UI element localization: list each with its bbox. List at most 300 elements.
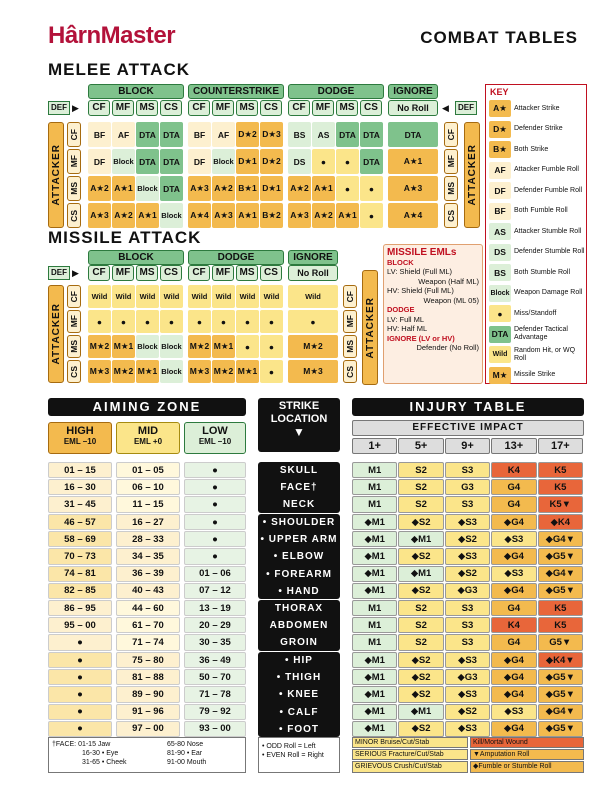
missile-cell: Wild [160, 285, 183, 308]
missile-cell: M★2 [112, 360, 135, 383]
melee-cell: DF [88, 149, 111, 174]
melee-row-melee-MS: MS [67, 176, 81, 201]
strike-location: • HIP [285, 655, 313, 667]
aim-cell: 44 – 60 [116, 600, 180, 616]
grievous-legend: GRIEVOUS Crush/Cut/Stab [352, 761, 468, 773]
face-f1: †FACE: 01-15 Jaw [52, 741, 111, 748]
injury-cell: S2 [398, 496, 443, 512]
injury-cell: ◆S3 [491, 566, 536, 582]
strike-location: • HAND [278, 585, 320, 597]
aim-cell: ● [184, 462, 246, 478]
key-symbol: AS [489, 223, 511, 240]
missile-cell: ● [236, 335, 259, 358]
melee-cell: A★2 [312, 203, 335, 228]
injury-cell: S2 [398, 600, 443, 616]
strike-location: GROIN [280, 637, 318, 649]
injury-cell: ◆K4▼ [538, 652, 583, 668]
emls-b4: Weapon (ML 05) [423, 295, 479, 305]
key-text: Both Fumble Roll [514, 207, 568, 214]
aim-cell: 46 – 57 [48, 514, 112, 530]
attacker-label-melee: ATTACKER [48, 122, 64, 228]
strike-location-header [258, 398, 340, 452]
injury-cell: ◆G4 [491, 686, 536, 702]
key-text: Defender Tactical Advantage [514, 326, 568, 341]
injury-cell: M1 [352, 462, 397, 478]
key-symbol: AF [489, 162, 511, 179]
injury-cell: ◆S3 [491, 531, 536, 547]
aim-cell: ● [48, 669, 112, 685]
melee-cell: DTA [160, 149, 183, 174]
aim-cell: 11 – 15 [116, 496, 180, 512]
down-arrow-icon: ▼ [293, 425, 305, 439]
key-symbol: D★ [489, 121, 511, 138]
aim-cell: 86 – 95 [48, 600, 112, 616]
face-footnote [48, 737, 246, 773]
aim-cell: 95 – 00 [48, 617, 112, 633]
melee-group-block: BLOCK [88, 84, 184, 99]
melee-col-1-MS: MS [236, 100, 258, 116]
aim-cell: 20 – 29 [184, 617, 246, 633]
melee-noroll: No Roll [388, 100, 438, 116]
injury-cell: ◆M1 [352, 583, 397, 599]
emls-d1: LV: Full ML [387, 314, 425, 324]
key-title: KEY [490, 87, 509, 97]
injury-cell: ◆G4▼ [538, 704, 583, 720]
odd-roll: • ODD Roll = Left [262, 743, 316, 750]
missile-row-missile-CS: CS [67, 360, 81, 383]
key-item [489, 244, 585, 261]
strike-location: NECK [282, 499, 316, 511]
injury-cell: ◆S2 [445, 531, 490, 547]
aim-cell: 16 – 27 [116, 514, 180, 530]
missile-ignore-cell: M★3 [288, 360, 338, 383]
injury-cell: G4 [491, 634, 536, 650]
injury-cell: S3 [445, 462, 490, 478]
face-f4: 65-80 Nose [167, 741, 204, 748]
melee-cell: A★3 [88, 203, 111, 228]
injury-cell: ◆M1 [352, 721, 397, 737]
strike-location: • ELBOW [273, 551, 325, 563]
aim-cell: 01 – 05 [116, 462, 180, 478]
injury-cell: K5 [538, 600, 583, 616]
missile-cell: ● [188, 310, 211, 333]
melee-col-0-MS: MS [136, 100, 158, 116]
missile-col-1-CF: CF [188, 265, 210, 281]
melee-ignore-cell: A★4 [388, 203, 438, 228]
melee-cell: A★1 [336, 203, 359, 228]
key-text: Attacker Stumble Roll [514, 227, 582, 235]
missile-col-0-CF: CF [88, 265, 110, 281]
effective-impact-header: EFFECTIVE IMPACT [352, 420, 584, 436]
melee-row-melee-CS: CS [67, 203, 81, 228]
melee-cell: ● [336, 176, 359, 201]
key-legend [485, 84, 587, 384]
missile-group-ignore: IGNORE [288, 250, 338, 265]
melee-cell: ● [312, 149, 335, 174]
key-symbol: BF [489, 203, 511, 220]
aim-cell: 91 – 96 [116, 704, 180, 720]
injury-cell: S2 [398, 634, 443, 650]
injury-cell: ◆G3 [445, 669, 490, 685]
strike-location: • FOOT [278, 723, 320, 735]
injury-cell: ◆S3 [445, 652, 490, 668]
aim-low-eml: EML –10 [198, 437, 232, 446]
melee-col-2-MF: MF [312, 100, 334, 116]
missile-col-0-CS: CS [160, 265, 182, 281]
strike-location: ABDOMEN [269, 620, 329, 632]
melee-ignore-cell: A★1 [388, 149, 438, 174]
missile-cell: M★2 [88, 335, 111, 358]
key-symbol: ● [489, 305, 511, 322]
melee-cell: DF [188, 149, 211, 174]
aim-cell: 31 – 45 [48, 496, 112, 512]
missile-emls-box [383, 244, 483, 384]
aim-cell: 13 – 19 [184, 600, 246, 616]
melee-col-0-MF: MF [112, 100, 134, 116]
melee-cell: ● [336, 149, 359, 174]
missile-group-dodge: DODGE [188, 250, 284, 265]
injury-cell: K5 [538, 479, 583, 495]
melee-cell: Block [212, 149, 235, 174]
melee-cell: A★3 [288, 203, 311, 228]
key-item [489, 121, 585, 138]
injury-cell: G5▼ [538, 634, 583, 650]
key-text: Both Stumble Roll [514, 268, 571, 276]
injury-cell: K5 [538, 462, 583, 478]
injury-cell: ◆G5▼ [538, 669, 583, 685]
aim-cell: 16 – 30 [48, 479, 112, 495]
missile-title: MISSILE ATTACK [48, 228, 202, 247]
injury-cell: ◆S2 [398, 548, 443, 564]
melee-cell: A★1 [312, 176, 335, 201]
missile-cell: M★2 [212, 360, 235, 383]
missile-ignore-cell: Wild [288, 285, 338, 308]
aim-cell: ● [48, 686, 112, 702]
impact-col-4: 17+ [538, 438, 583, 454]
melee-cell: D★1 [236, 149, 259, 174]
missile-col-0-MS: MS [136, 265, 158, 281]
missile-cell: M★1 [212, 335, 235, 358]
injury-cell: ◆G5▼ [538, 721, 583, 737]
serious-legend: SERIOUS Fracture/Cut/Stab [352, 749, 468, 760]
injury-cell: ◆S3 [445, 514, 490, 530]
melee-col-1-MF: MF [212, 100, 234, 116]
missile-row-missile-right-MF: MF [343, 310, 357, 333]
injury-cell: ◆G4 [491, 583, 536, 599]
injury-cell: ◆M1 [398, 531, 443, 547]
impact-col-2: 9+ [445, 438, 490, 454]
def-right-arrow-icon: ◀ [442, 103, 449, 113]
melee-row-melee-right-CS: CS [444, 203, 458, 228]
injury-cell: S2 [398, 462, 443, 478]
melee-cell: DTA [360, 149, 383, 174]
injury-cell: ◆G4 [491, 669, 536, 685]
aim-cell: ● [48, 652, 112, 668]
aim-cell: 40 – 43 [116, 583, 180, 599]
injury-cell: G4 [491, 479, 536, 495]
key-text: Attacker Fumble Roll [514, 166, 579, 173]
missile-cell: ● [260, 335, 283, 358]
injury-cell: ◆M1 [352, 652, 397, 668]
missile-row-missile-right-CS: CS [343, 360, 357, 383]
key-text: Miss/Standoff [514, 309, 557, 317]
key-item [489, 162, 585, 179]
emls-dodge: DODGE [387, 305, 415, 314]
injury-cell: K5▼ [538, 496, 583, 512]
missile-cell: Wild [236, 285, 259, 308]
injury-cell: M1 [352, 496, 397, 512]
key-text: Defender Stumble Roll [514, 248, 585, 255]
injury-cell: G4 [491, 600, 536, 616]
injury-cell: ◆S3 [445, 548, 490, 564]
key-item [489, 367, 585, 384]
melee-cell: D★3 [260, 122, 283, 147]
melee-cell: ● [360, 176, 383, 201]
melee-cell: A★1 [112, 176, 135, 201]
key-symbol: Wild [489, 346, 511, 363]
minor-legend: MINOR Bruise/Cut/Stab [352, 737, 468, 748]
fumble-legend: ◆Fumble or Stumble Roll [470, 761, 584, 773]
aim-cell: 82 – 85 [48, 583, 112, 599]
melee-cell: DTA [360, 122, 383, 147]
aim-cell: ● [48, 704, 112, 720]
melee-row-melee-CF: CF [67, 122, 81, 147]
melee-row-melee-MF: MF [67, 149, 81, 174]
injury-cell: S3 [445, 634, 490, 650]
melee-cell: DTA [136, 149, 159, 174]
melee-ignore-cell: DTA [388, 122, 438, 147]
key-symbol: B★ [489, 141, 511, 158]
key-text: Random Hit, or WQ Roll [514, 346, 576, 362]
aim-cell: 97 – 00 [116, 721, 180, 737]
key-symbol: M★ [489, 367, 511, 384]
missile-cell: M★1 [236, 360, 259, 383]
aim-high-header [48, 422, 112, 454]
attacker-label-melee-right: ATTACKER [464, 122, 480, 228]
melee-cell: D★1 [260, 176, 283, 201]
key-item [489, 182, 585, 199]
missile-group-block: BLOCK [88, 250, 184, 265]
melee-cell: BS [288, 122, 311, 147]
melee-col-1-CS: CS [260, 100, 282, 116]
aim-cell: 79 – 92 [184, 704, 246, 720]
key-item [489, 223, 585, 240]
aim-mid-header [116, 422, 180, 454]
melee-cell: BF [88, 122, 111, 147]
melee-cell: AF [212, 122, 235, 147]
aim-cell: 50 – 70 [184, 669, 246, 685]
injury-cell: ◆M1 [352, 669, 397, 685]
melee-cell: AS [312, 122, 335, 147]
key-text: Both Strike [514, 145, 549, 153]
aim-cell: 01 – 06 [184, 566, 246, 582]
aim-cell: 71 – 74 [116, 634, 180, 650]
missile-cell: Wild [260, 285, 283, 308]
emls-d2: HV: Half ML [387, 324, 428, 333]
injury-cell: M1 [352, 617, 397, 633]
injury-cell: ◆M1 [352, 686, 397, 702]
face-f3: 31-65 • Cheek [82, 759, 127, 766]
injury-cell: K5 [538, 617, 583, 633]
missile-cell: ● [260, 310, 283, 333]
injury-table-title: INJURY TABLE [352, 398, 584, 416]
aiming-zone-title: AIMING ZONE [48, 398, 246, 416]
melee-col-2-CS: CS [360, 100, 382, 116]
key-symbol: Block [489, 285, 511, 302]
melee-cell: A★3 [212, 203, 235, 228]
even-roll: • EVEN Roll = Right [262, 752, 324, 759]
aim-cell: ● [184, 496, 246, 512]
strike-location: • FOREARM [266, 568, 332, 580]
injury-cell: ◆G4 [491, 721, 536, 737]
aim-cell: ● [184, 531, 246, 547]
def-left-missile: DEF [48, 266, 70, 280]
aim-cell: 07 – 12 [184, 583, 246, 599]
missile-row-missile-CF: CF [67, 285, 81, 308]
missile-row-missile-MF: MF [67, 310, 81, 333]
injury-cell: ◆S2 [398, 514, 443, 530]
key-symbol: DS [489, 244, 511, 261]
emls-i1: Defender (No Roll) [416, 343, 479, 352]
impact-col-3: 13+ [491, 438, 536, 454]
key-text: Defender Strike [514, 125, 563, 132]
key-item [489, 100, 585, 117]
def-missile-arrow-icon: ▶ [72, 268, 79, 278]
melee-col-2-MS: MS [336, 100, 358, 116]
emls-ignore: IGNORE (LV or HV) [387, 333, 455, 343]
missile-col-0-MF: MF [112, 265, 134, 281]
aim-cell: 36 – 49 [184, 652, 246, 668]
melee-cell: A★2 [112, 203, 135, 228]
missile-noroll: No Roll [288, 265, 338, 281]
key-item [489, 141, 585, 158]
melee-cell: Block [112, 149, 135, 174]
injury-cell: M1 [352, 634, 397, 650]
emls-title: MISSILE EMLs [387, 247, 457, 258]
injury-cell: ◆M1 [398, 704, 443, 720]
strike-title2: LOCATION [270, 413, 328, 425]
melee-cell: DTA [336, 122, 359, 147]
injury-cell: S2 [398, 479, 443, 495]
missile-cell: ● [112, 310, 135, 333]
key-item [489, 326, 585, 343]
aim-cell: 89 – 90 [116, 686, 180, 702]
injury-cell: ◆S2 [398, 652, 443, 668]
melee-col-1-CF: CF [188, 100, 210, 116]
key-text: Weapon Damage Roll [514, 289, 583, 296]
melee-cell: A★2 [212, 176, 235, 201]
injury-cell: ◆M1 [398, 566, 443, 582]
melee-row-melee-right-CF: CF [444, 122, 458, 147]
melee-cell: A★4 [188, 203, 211, 228]
missile-cell: ● [88, 310, 111, 333]
missile-cell: M★2 [188, 335, 211, 358]
missile-cell: ● [160, 310, 183, 333]
melee-cell: DTA [136, 122, 159, 147]
melee-cell: D★2 [260, 149, 283, 174]
missile-cell: M★3 [88, 360, 111, 383]
impact-col-1: 5+ [398, 438, 443, 454]
injury-cell: ◆G4 [491, 548, 536, 564]
aim-high-eml: EML –10 [63, 437, 97, 446]
missile-col-1-MS: MS [236, 265, 258, 281]
missile-cell: Wild [88, 285, 111, 308]
melee-ignore-cell: A★3 [388, 176, 438, 201]
key-item [489, 346, 585, 363]
melee-cell: A★1 [136, 203, 159, 228]
emls-b1: LV: Shield (Full ML) [387, 267, 453, 276]
injury-cell: ◆M1 [352, 531, 397, 547]
missile-cell: M★3 [188, 360, 211, 383]
missile-cell: Wild [112, 285, 135, 308]
key-text: Defender Fumble Roll [514, 186, 583, 194]
key-text: Attacker Strike [514, 104, 560, 112]
missile-row-missile-right-MS: MS [343, 335, 357, 358]
strike-title1: STRIKE [278, 400, 320, 412]
injury-cell: ◆G4▼ [538, 531, 583, 547]
aim-cell: 74 – 81 [48, 566, 112, 582]
attacker-label-missile: ATTACKER [48, 285, 64, 383]
strike-location: SKULL [279, 465, 319, 477]
injury-cell: ◆S2 [398, 669, 443, 685]
missile-col-1-CS: CS [260, 265, 282, 281]
injury-cell: ◆M1 [352, 566, 397, 582]
melee-cell: A★1 [236, 203, 259, 228]
key-item [489, 285, 585, 302]
aim-cell: 70 – 73 [48, 548, 112, 564]
melee-cell: DTA [160, 176, 183, 201]
aim-cell: 34 – 35 [116, 548, 180, 564]
injury-cell: ◆M1 [352, 704, 397, 720]
melee-cell: D★2 [236, 122, 259, 147]
impact-col-0: 1+ [352, 438, 397, 454]
aim-cell: 75 – 80 [116, 652, 180, 668]
injury-cell: ◆S2 [445, 704, 490, 720]
injury-cell: ◆S3 [445, 721, 490, 737]
strike-location: • UPPER ARM [260, 534, 338, 546]
aim-cell: 28 – 33 [116, 531, 180, 547]
strike-location: • THIGH [276, 672, 322, 684]
injury-cell: ◆S2 [398, 721, 443, 737]
injury-cell: S3 [445, 617, 490, 633]
melee-title: MELEE ATTACK [48, 60, 191, 79]
aim-cell: 61 – 70 [116, 617, 180, 633]
aim-cell: 30 – 35 [184, 634, 246, 650]
injury-cell: ◆S3 [445, 686, 490, 702]
aim-cell: 93 – 00 [184, 721, 246, 737]
melee-group-counterstrike: COUNTERSTRIKE [188, 84, 284, 99]
melee-cell: B★1 [236, 176, 259, 201]
key-symbol: A★ [489, 100, 511, 117]
injury-cell: S3 [445, 600, 490, 616]
injury-cell: ◆G5▼ [538, 686, 583, 702]
strike-location: • CALF [279, 706, 319, 718]
aim-cell: ● [184, 548, 246, 564]
face-f2: 16-30 • Eye [82, 750, 119, 757]
melee-cell: AF [112, 122, 135, 147]
missile-cell: Wild [136, 285, 159, 308]
injury-cell: S3 [445, 496, 490, 512]
side-footnote [258, 737, 340, 773]
missile-cell: ● [260, 360, 283, 383]
injury-cell: K4 [491, 617, 536, 633]
melee-cell: DTA [160, 122, 183, 147]
aim-cell: 81 – 88 [116, 669, 180, 685]
amputation-legend: ▼Amputation Roll [470, 749, 584, 760]
missile-cell: Block [136, 335, 159, 358]
page-title: COMBAT TABLES [420, 28, 578, 47]
aim-cell: ● [48, 634, 112, 650]
